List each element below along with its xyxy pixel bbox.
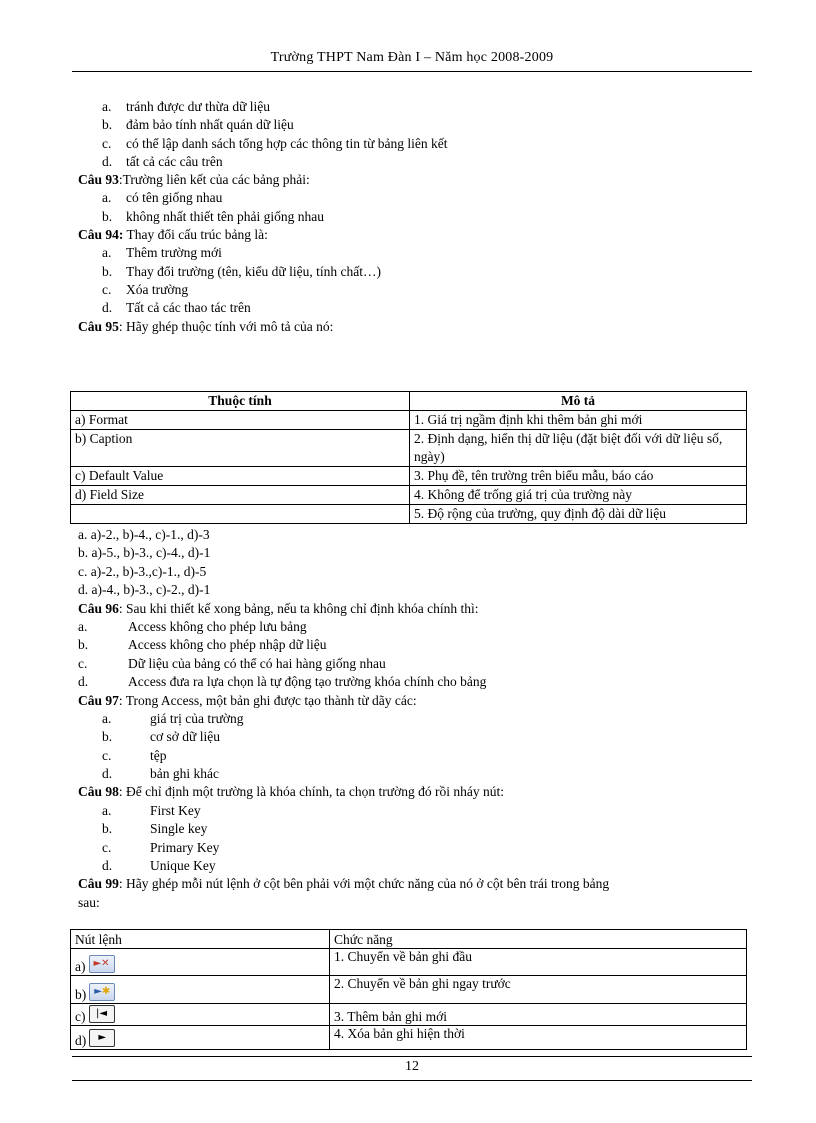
table-cell: a) ►✕ bbox=[71, 949, 330, 976]
next-record-icon: ► bbox=[89, 1029, 115, 1047]
q97-option-c: c. tệp bbox=[102, 747, 167, 763]
q94-question: Câu 94: Thay đổi cấu trúc bảng là: bbox=[78, 227, 268, 243]
table-cell: d) Field Size bbox=[71, 486, 410, 505]
table-cell: 5. Độ rộng của trường, quy định độ dài dữ liệu bbox=[410, 505, 747, 524]
delete-record-icon: ►✕ bbox=[89, 955, 115, 973]
attribute-table bbox=[70, 391, 747, 524]
q94-option-a: a. Thêm trường mới bbox=[102, 245, 222, 261]
table-cell: c) Default Value bbox=[71, 467, 410, 486]
q97-question: Câu 97: Trong Access, một bản ghi được tạo thành từ dãy các: bbox=[78, 692, 417, 708]
table-row bbox=[71, 1004, 747, 1026]
q94-option-b: b. Thay đổi trường (tên, kiểu dữ liệu, tính chất…) bbox=[102, 263, 381, 279]
table-row bbox=[71, 505, 747, 524]
table-cell: b) ►✱ bbox=[71, 976, 330, 1004]
q97-option-d: d. bản ghi khác bbox=[102, 766, 219, 782]
table-header-cell: Chức năng bbox=[330, 930, 747, 949]
table-header-cell: Nút lệnh bbox=[71, 930, 330, 949]
table-cell: 1. Chuyển về bản ghi đầu bbox=[330, 949, 747, 976]
header-rule bbox=[72, 71, 752, 72]
questions-part-1 bbox=[78, 98, 748, 336]
q92-option-d: d. tất cả các câu trên bbox=[102, 153, 223, 169]
q99-question: Câu 99: Hãy ghép mỗi nút lệnh ở cột bên phải với một chức năng của nó ở cột bên trái trong bảng bbox=[78, 876, 610, 892]
q96-question: Câu 96: Sau khi thiết kế xong bảng, nếu ta không chỉ định khóa chính thì: bbox=[78, 600, 479, 616]
table-header-row bbox=[71, 392, 747, 411]
q94-option-d: d. Tất cả các thao tác trên bbox=[102, 300, 251, 316]
q98-option-a: a. First Key bbox=[102, 802, 201, 818]
page-number: 12 bbox=[405, 1059, 419, 1074]
q92-option-c: c. có thể lập danh sách tổng hợp các thông tin từ bảng liên kết bbox=[102, 135, 448, 151]
table-row bbox=[71, 486, 747, 505]
footer-rule-bottom bbox=[72, 1080, 752, 1081]
table-cell: 1. Giá trị ngầm định khi thêm bản ghi mới bbox=[410, 411, 747, 430]
q98-option-c: c. Primary Key bbox=[102, 839, 220, 855]
questions-part-2 bbox=[78, 526, 748, 912]
q94-option-c: c. Xóa trường bbox=[102, 281, 189, 297]
q96-option-d: d. Access đưa ra lựa chọn là tự động tạo trường khóa chính cho bảng bbox=[78, 674, 487, 690]
table-cell: 3. Thêm bản ghi mới bbox=[330, 1004, 747, 1026]
q99-question-cont: sau: bbox=[78, 894, 100, 910]
table-header-row bbox=[71, 930, 747, 949]
q97-option-b: b. cơ sở dữ liệu bbox=[102, 729, 220, 745]
table-row bbox=[71, 976, 747, 1004]
table-row bbox=[71, 430, 747, 467]
table-row bbox=[71, 411, 747, 430]
q96-option-a: a. Access không cho phép lưu bảng bbox=[78, 618, 307, 634]
q93-question: Câu 93:Trường liên kết của các bảng phải: bbox=[78, 172, 310, 188]
table-cell: 4. Không để trống giá trị của trường này bbox=[410, 486, 747, 505]
q96-option-c: c. Dữ liệu của bảng có thể có hai hàng giống nhau bbox=[78, 655, 386, 671]
q95-answer-c: c. a)-2., b)-3.,c)-1., d)-5 bbox=[78, 563, 207, 579]
first-record-icon: |◄ bbox=[89, 1005, 115, 1023]
q95-answer-b: b. a)-5., b)-3., c)-4., d)-1 bbox=[78, 545, 211, 561]
footer-rule bbox=[72, 1056, 752, 1057]
q92-option-b: b. đảm bảo tính nhất quán dữ liệu bbox=[102, 117, 294, 133]
q92-option-a: a. tránh được dư thừa dữ liệu bbox=[102, 99, 270, 114]
q98-option-d: d. Unique Key bbox=[102, 858, 216, 874]
page-header: Trường THPT Nam Đàn I – Năm học 2008-2009 bbox=[270, 50, 554, 65]
table-row bbox=[71, 1026, 747, 1050]
table-header-cell: Mô tả bbox=[410, 392, 747, 411]
button-function-table bbox=[70, 929, 747, 1050]
q95-question: Câu 95: Hãy ghép thuộc tính với mô tả của nó: bbox=[78, 318, 334, 334]
table-header-cell: Thuộc tính bbox=[71, 392, 410, 411]
table-row bbox=[71, 467, 747, 486]
q95-answer-d: d. a)-4., b)-3., c)-2., d)-1 bbox=[78, 582, 211, 598]
q97-option-a: a. giá trị của trường bbox=[102, 710, 244, 726]
table-cell bbox=[71, 505, 410, 524]
table-row bbox=[71, 949, 747, 976]
table-cell: 2. Chuyển về bản ghi ngay trước bbox=[330, 976, 747, 1004]
table-cell: 2. Định dạng, hiển thị dữ liệu (đặt biệt đối với dữ liệu số, ngày) bbox=[410, 430, 747, 467]
table-cell: c) |◄ bbox=[71, 1004, 330, 1026]
q95-answer-a: a. a)-2., b)-4., c)-1., d)-3 bbox=[78, 527, 210, 542]
q96-option-b: b. Access không cho phép nhập dữ liệu bbox=[78, 637, 327, 653]
new-record-icon: ►✱ bbox=[89, 983, 115, 1001]
q93-option-b: b. không nhất thiết tên phải giống nhau bbox=[102, 208, 324, 224]
table-cell: b) Caption bbox=[71, 430, 410, 467]
table-cell: d) ► bbox=[71, 1026, 330, 1050]
q93-option-a: a. có tên giống nhau bbox=[102, 190, 223, 206]
q98-option-b: b. Single key bbox=[102, 821, 208, 837]
table-cell: a) Format bbox=[71, 411, 410, 430]
q98-question: Câu 98: Để chỉ định một trường là khóa chính, ta chọn trường đó rồi nháy nút: bbox=[78, 784, 504, 800]
table-cell: 3. Phụ đề, tên trường trên biểu mẫu, báo cáo bbox=[410, 467, 747, 486]
table-cell: 4. Xóa bản ghi hiện thời bbox=[330, 1026, 747, 1050]
